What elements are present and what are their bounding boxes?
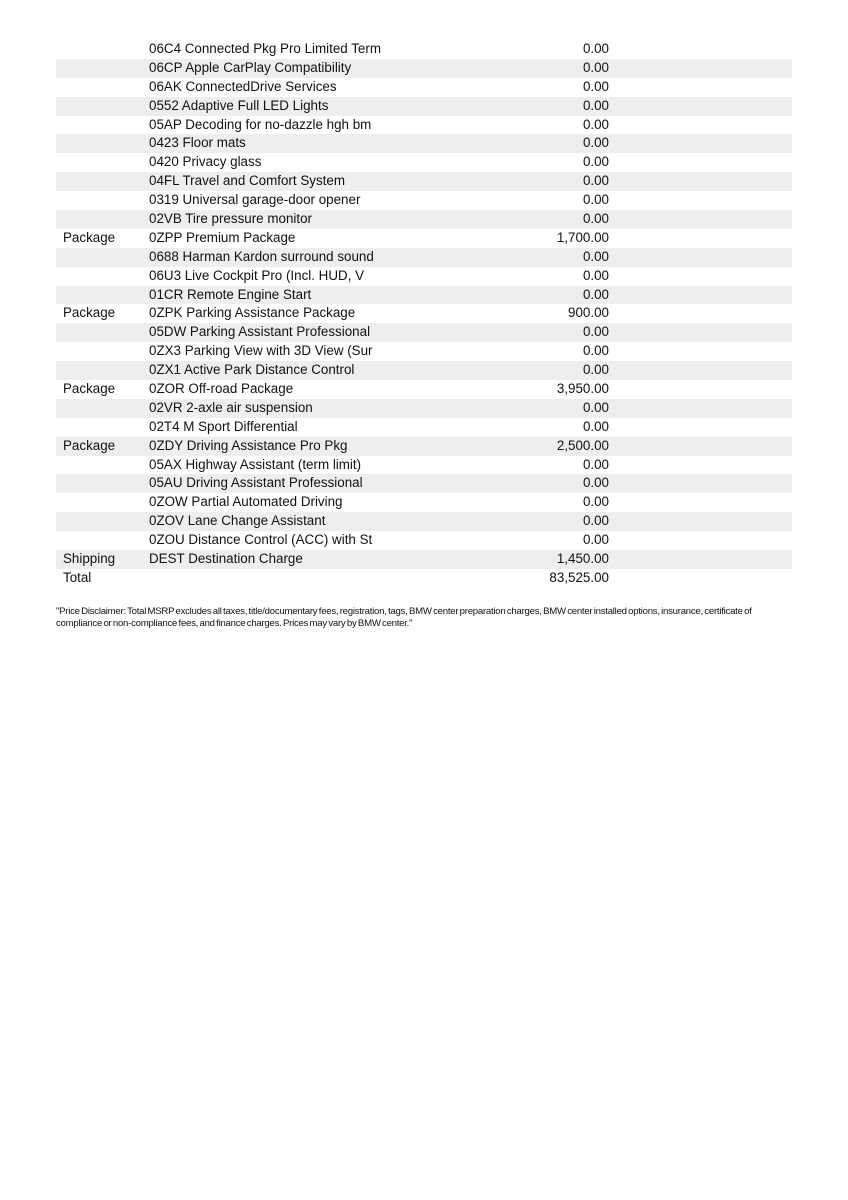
row-description: 06C4 Connected Pkg Pro Limited Term [149, 41, 381, 56]
table-row [56, 380, 792, 399]
row-description: 02VR 2-axle air suspension [149, 399, 313, 415]
row-description: 0ZOW Partial Automated Driving [149, 494, 343, 510]
row-price: 0.00 [582, 173, 609, 189]
row-price: 0.00 [582, 399, 609, 415]
row-price: 0.00 [582, 78, 609, 94]
table-row [56, 342, 792, 361]
table-row [56, 304, 792, 323]
price-breakdown-table [56, 40, 792, 588]
row-category: Total [63, 569, 92, 585]
row-price: 1,450.00 [556, 551, 609, 567]
row-description: 0688 Harman Kardon surround sound [149, 248, 374, 264]
row-price: 2,500.00 [556, 437, 609, 453]
table-row [56, 172, 792, 191]
row-description: 05AP Decoding for no-dazzle hgh bm [149, 116, 372, 132]
row-price: 0.00 [582, 532, 609, 548]
row-price: 0.00 [582, 116, 609, 132]
row-description: 0ZPK Parking Assistance Package [149, 305, 356, 321]
row-price: 0.00 [582, 41, 609, 56]
table-row [56, 78, 792, 97]
row-description: 06U3 Live Cockpit Pro (Incl. HUD, V [149, 267, 365, 283]
row-price: 0.00 [582, 135, 609, 151]
price-disclaimer: "Price Disclaimer: Total MSRP excludes all taxes, title/documentary fees, registration, tags, BMW center preparation charges, BMW center installed options, insurance, certificate of compliance or non-compliance fees, and finance charges. Prices may vary by BMW center." [56, 605, 752, 629]
row-description: 01CR Remote Engine Start [149, 286, 312, 302]
row-description: 0ZOV Lane Change Assistant [149, 513, 326, 529]
row-price: 900.00 [568, 305, 609, 321]
row-description: 05AX Highway Assistant (term limit) [149, 456, 362, 472]
row-price: 0.00 [582, 513, 609, 529]
row-description: 05DW Parking Assistant Professional [149, 324, 371, 340]
table-row [56, 437, 792, 456]
row-description: 0ZX1 Active Park Distance Control [149, 362, 355, 378]
table-row [56, 248, 792, 267]
row-price: 0.00 [582, 211, 609, 227]
row-description: 05AU Driving Assistant Professional [149, 475, 363, 491]
table-row [56, 210, 792, 229]
row-description: 0ZOR Off-road Package [149, 381, 294, 397]
row-price: 0.00 [582, 267, 609, 283]
row-description: 0ZX3 Parking View with 3D View (Sur [149, 343, 373, 359]
table-row [56, 286, 792, 305]
row-price: 3,950.00 [556, 381, 609, 397]
row-description: 0ZDY Driving Assistance Pro Pkg [149, 437, 348, 453]
row-price: 0.00 [582, 494, 609, 510]
table-row [56, 97, 792, 116]
table-row [56, 134, 792, 153]
table-row [56, 399, 792, 418]
row-price: 0.00 [582, 286, 609, 302]
row-price: 1,700.00 [556, 229, 609, 245]
row-description: 06CP Apple CarPlay Compatibility [149, 59, 352, 75]
table-row [56, 59, 792, 78]
row-price: 0.00 [582, 324, 609, 340]
table-row [56, 267, 792, 286]
table-row [56, 550, 792, 569]
table-row [56, 229, 792, 248]
row-price: 0.00 [582, 362, 609, 378]
row-price: 0.00 [582, 456, 609, 472]
table-row [56, 323, 792, 342]
row-price: 0.00 [582, 97, 609, 113]
row-description: DEST Destination Charge [149, 551, 303, 567]
table-row [56, 474, 792, 493]
table-row [56, 361, 792, 380]
table-row [56, 191, 792, 210]
row-category: Package [63, 229, 116, 245]
row-price: 0.00 [582, 248, 609, 264]
table-row [56, 418, 792, 437]
row-price: 0.00 [582, 154, 609, 170]
row-category: Package [63, 305, 116, 321]
row-description: 0319 Universal garage-door opener [149, 192, 361, 208]
total-row [56, 569, 792, 588]
table-row [56, 493, 792, 512]
row-price: 0.00 [582, 343, 609, 359]
table-row [56, 40, 792, 59]
table-row [56, 512, 792, 531]
table-row [56, 531, 792, 550]
table-row [56, 456, 792, 475]
row-description: 0ZOU Distance Control (ACC) with St [149, 532, 373, 548]
row-description: 02VB Tire pressure monitor [149, 211, 312, 227]
row-description: 04FL Travel and Comfort System [149, 173, 345, 189]
row-description: 0ZPP Premium Package [149, 229, 296, 245]
row-price: 0.00 [582, 192, 609, 208]
row-description: 06AK ConnectedDrive Services [149, 78, 337, 94]
row-description: 02T4 M Sport Differential [149, 418, 298, 434]
table-row [56, 116, 792, 135]
row-category: Package [63, 381, 116, 397]
row-description: 0420 Privacy glass [149, 154, 262, 170]
row-description: 0423 Floor mats [149, 135, 246, 151]
row-description: 0552 Adaptive Full LED Lights [149, 97, 329, 113]
row-category: Package [63, 437, 116, 453]
row-price: 0.00 [582, 59, 609, 75]
total-price: 83,525.00 [549, 569, 609, 585]
row-price: 0.00 [582, 475, 609, 491]
row-category: Shipping [63, 551, 116, 567]
table-row [56, 153, 792, 172]
row-price: 0.00 [582, 418, 609, 434]
